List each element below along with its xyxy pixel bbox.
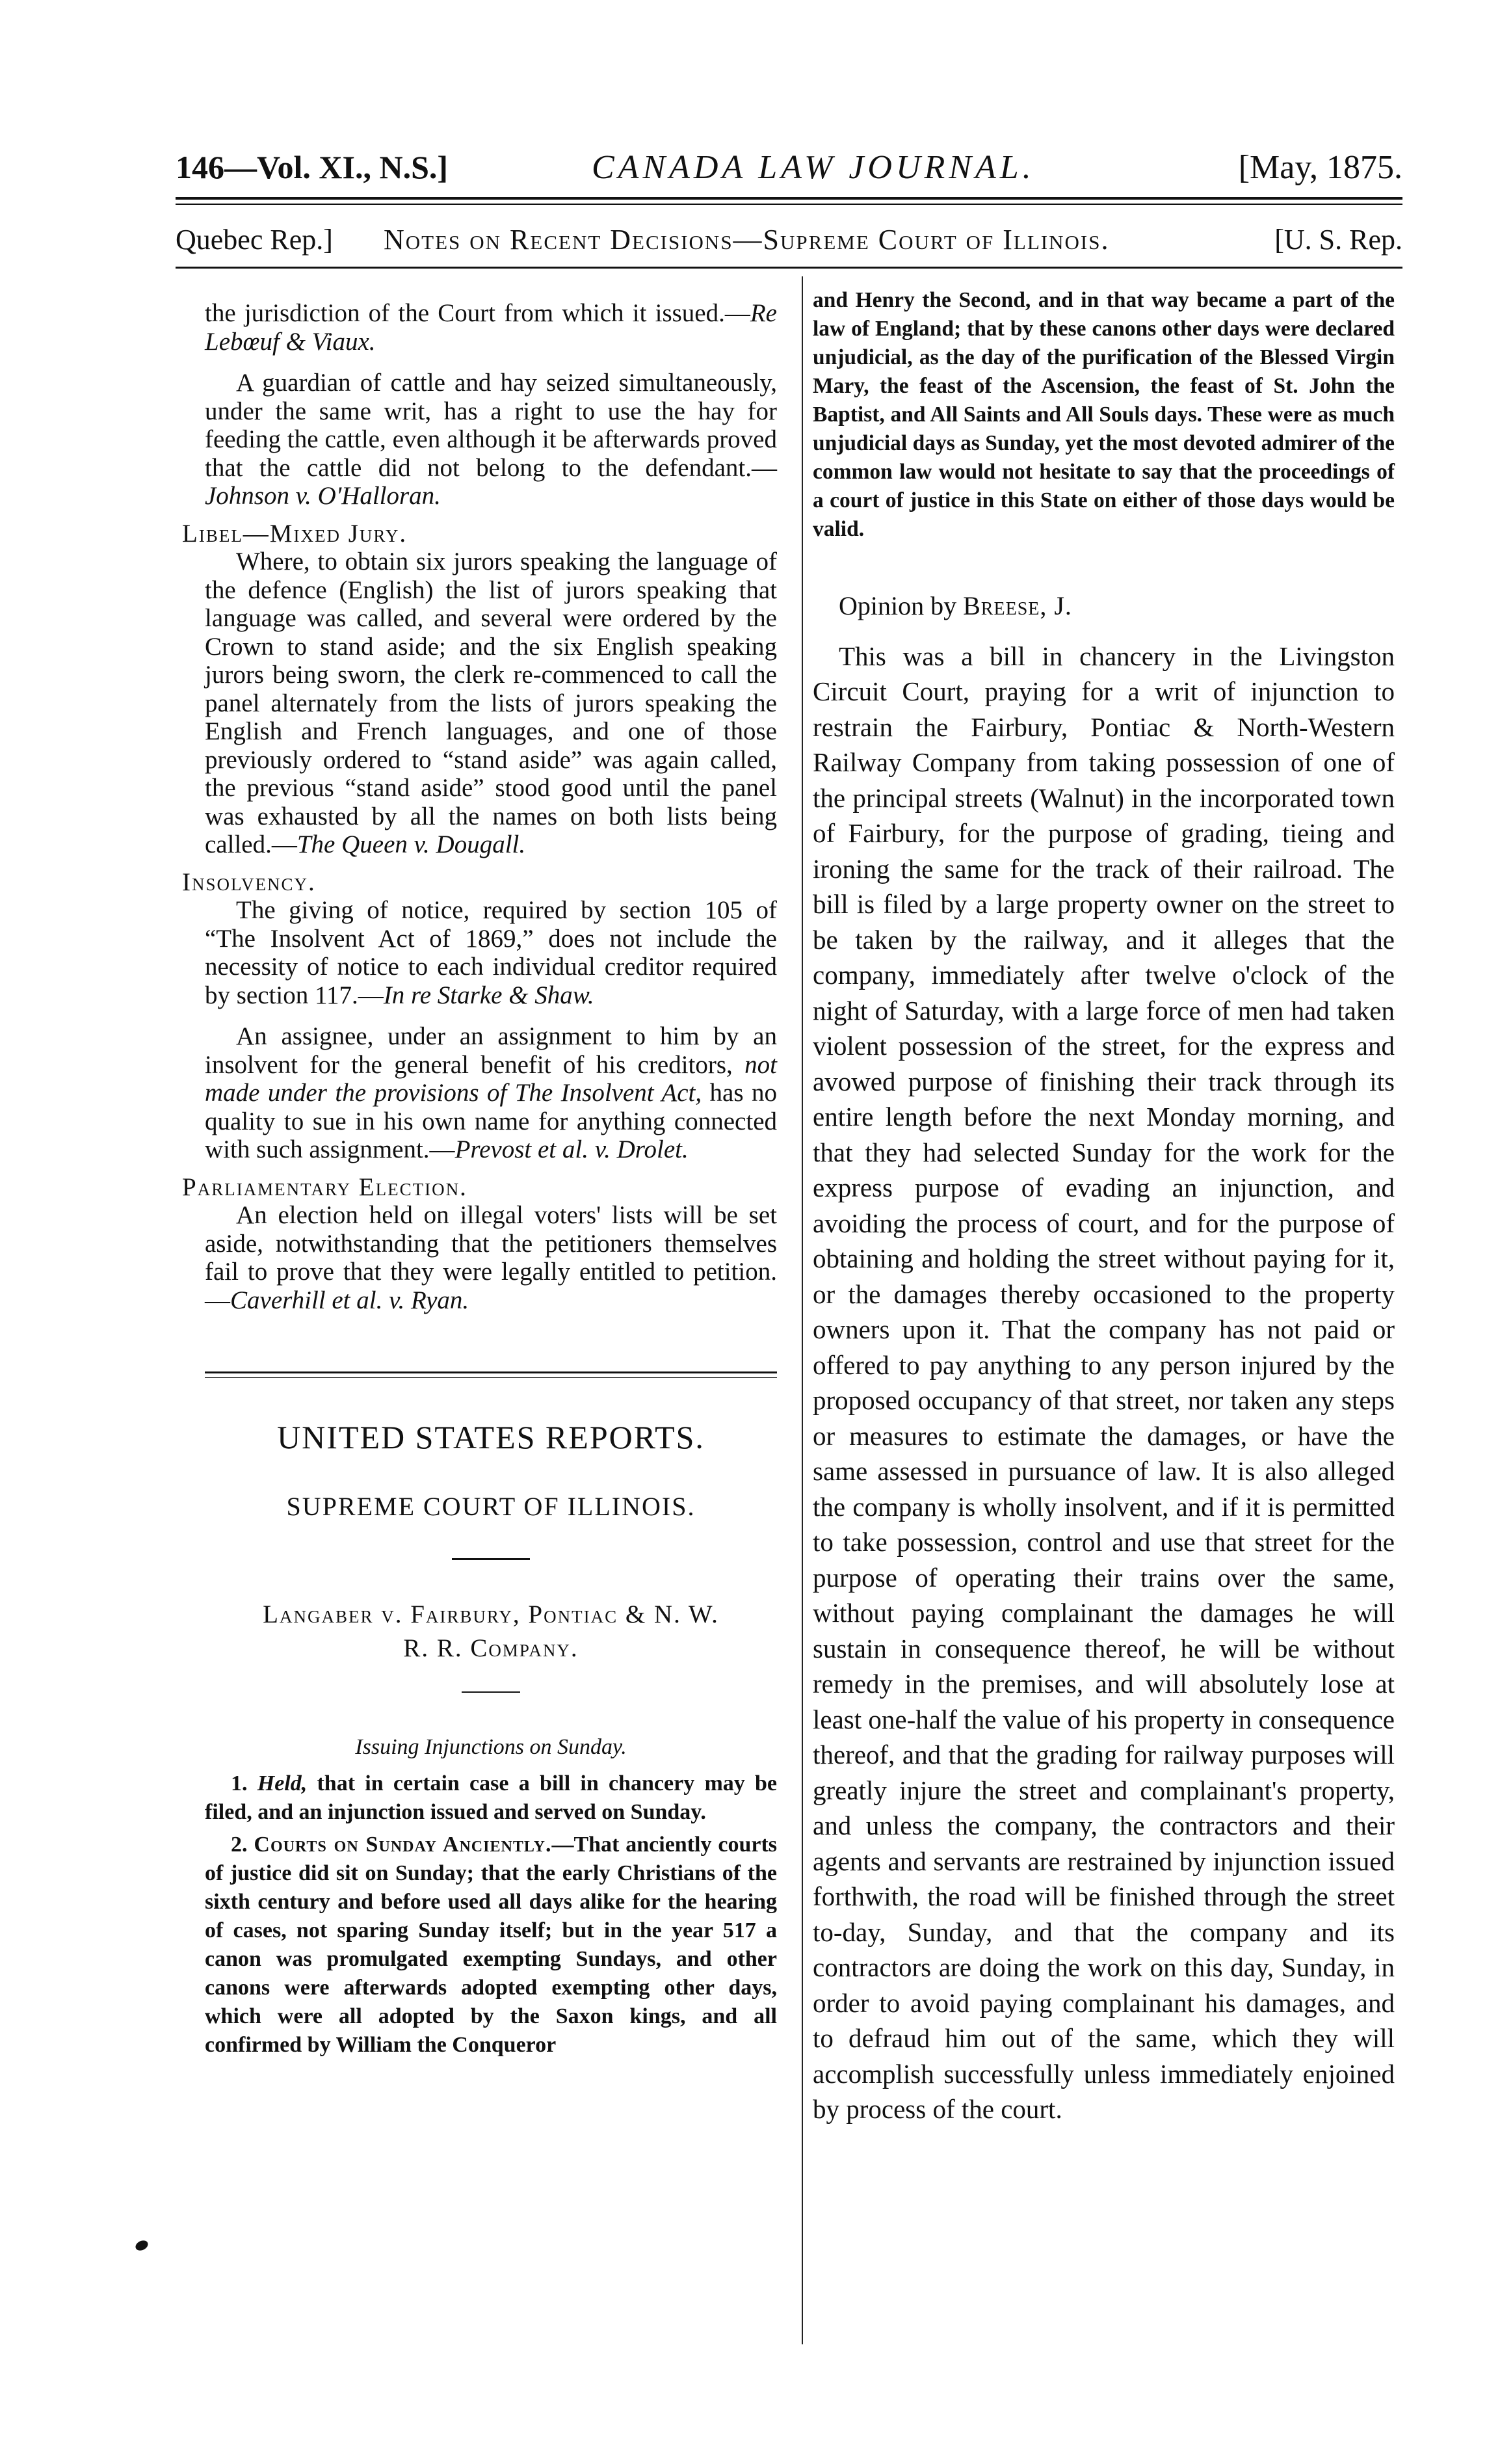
column-divider (802, 276, 803, 2344)
paragraph-text: An election held on illegal voters' lists will be set aside, notwithstanding that the petitioners themselves fail to prove that they were legally entitled to petition.— (205, 1201, 777, 1314)
case-citation: In re Starke & Shaw. (383, 981, 594, 1009)
paragraph-guardian (205, 369, 777, 510)
header-volume: 146—Vol. XI., N.S.] (176, 149, 449, 185)
opinion-line (813, 592, 1395, 620)
syllabus-point-1 (205, 1769, 777, 1827)
subheader-center: Notes on Recent Decisions—Supreme Court of Illinois. (384, 224, 1110, 256)
case-citation: Caverhill et al. v. Ryan. (230, 1286, 469, 1314)
subheader-rule (176, 267, 1402, 269)
syllabus-heading: Issuing Injunctions on Sunday. (355, 1735, 627, 1759)
opinion-body (813, 639, 1395, 2127)
left-column (182, 299, 778, 2060)
case-citation: Prevost et al. v. Drolet. (454, 1135, 689, 1163)
short-rule-small (462, 1691, 520, 1693)
heading-libel: Libel—Mixed Jury. (182, 519, 408, 548)
running-header (176, 148, 1402, 194)
point-text: —That anciently courts of justice did sit on Sunday; that the early Christians of the sixth century and before used all days alike for the hearing of cases, not sparing Sunday itself; but in the year 517 a canon was promulgated exempting Sundays, and other canons were afterwards adopted exempting other days, which were all adopted by the Saxon kings, and all confirmed by William the Conqueror (205, 1832, 777, 2057)
header-date: [May, 1875. (1238, 149, 1402, 186)
section-header (176, 223, 1402, 262)
paragraph-election (205, 1201, 777, 1314)
section-title: UNITED STATES REPORTS. (277, 1419, 705, 1455)
margin-ink-mark (134, 2238, 150, 2252)
point-heading: Courts on Sunday Anciently. (254, 1832, 552, 1857)
paragraph-text: A guardian of cattle and hay seized simultaneously, under the same writ, has a right to use the hay for feeding the cattle, even although it be afterwards proved that the cattle did not belong to the defendant.— (205, 369, 777, 482)
paragraph-text: the jurisdiction of the Court from which it issued.— (205, 299, 750, 327)
paragraph-jurisdiction (205, 299, 777, 356)
opinion-paragraph: This was a bill in chancery in the Livingston Circuit Court, praying for a writ of injunction to restrain the Fairbury, Pontiac & North-Western Railway Company from taking possession of one of the principal streets (Walnut) in the incorporated town of Fairbury, for the purpose of grading, tieing and ironing the same for the track of their railroad. The bill is filed by a large property owner on the street to be taken by the railway, and it alleges that the company, immediately after twelve o'clock of the night of Saturday, with a large force of men had taken violent possession of the street, for the express and avowed purpose of finishing their track through its entire length before the next Monday morning, and that they had selected Sunday for the work for the express purpose of evading an injunction, and avoiding the process of court, and for the purpose of obtaining and holding the street without paying for it, or the damages thereby occasioned to the property owners upon it. That the company has not paid or offered to pay anything to any person injured by the proposed occupancy of that street, nor taken any steps or measures to estimate the damages, or have the same assessed in pursuance of law. It is also alleged the company is wholly insolvent, and if it is permitted to take possession, control and use that street for the purpose of operating their trains over the same, without paying complainant the damages he will sustain in consequence thereof, he will be without remedy in the premises, and will absolutely lose at least one-half the value of his property in consequence thereof, and that the grading for railway purposes will greatly injure the street and complainant's property, and unless the company, the contractors and their agents and servants are restrained by injunction issued forthwith, the road will be finished through the street to-day, Sunday, and that the company and its contractors are doing the work on this day, Sunday, in order to avoid paying complainant his damages, and to defraud him out of the same, which they will accomplish successfully unless immediately enjoined by process of the court. (813, 641, 1395, 2124)
opinion-prefix: Opinion by (839, 591, 964, 620)
paragraph-notice (205, 896, 777, 1009)
header-rule-thick (176, 197, 1402, 200)
court-title: SUPREME COURT OF ILLINOIS. (286, 1491, 696, 1521)
case-citation: Re Lebœuf & Viaux. (205, 299, 777, 356)
case-title-line2: R. R. Company. (403, 1634, 579, 1662)
short-rule (452, 1558, 530, 1560)
right-column (813, 286, 1395, 2127)
paragraph-text: Where, to obtain six jurors speaking the language of the defence (English) the list of jurors speaking that language was called, and several were ordered by the Crown to stand aside; and the six English speaking jurors being sworn, the clerk re-commenced to call the panel alternately from the lists of jurors speaking the English and French languages, and one of those previously ordered to “stand aside” was again called, the previous “stand aside” stood good until the panel was exhausted by all the names on both lists being called.— (205, 548, 777, 858)
paragraph-assignee (205, 1022, 777, 1164)
case-title-line1: Langaber v. Fairbury, Pontiac & N. W. (263, 1600, 719, 1628)
heading-election: Parliamentary Election. (182, 1172, 467, 1201)
heading-insolvency: Insolvency. (182, 868, 316, 896)
case-citation: The Queen v. Dougall. (296, 830, 526, 858)
header-rule-thin (176, 204, 1402, 205)
paragraph-text: The giving of notice, required by section 105 of “The Insolvent Act of 1869,” does not include the necessity of notice to each individual creditor required by section 117.— (205, 896, 777, 1009)
paragraph-text: An assignee, under an assignment to him by an insolvent for the general benefit of his creditors, (205, 1022, 777, 1079)
point-text: that in certain case a bill in chancery may be filed, and an injunction issued and served on Sunday. (205, 1771, 778, 1824)
held-label: Held, (257, 1771, 308, 1795)
syllabus-continuation: and Henry the Second, and in that way became a part of the law of England; that by these canons other days were declared unjudicial, as the day of the purification of the Blessed Virgin Mary, the feast of the Ascension, the feast of St. John the Baptist, and All Saints and All Souls days. These were as much unjudicial days as Sunday, yet the most devoted admirer of the common law would not hesitate to say that the proceedings of a court of justice in this State on either of those days would be valid. (813, 288, 1395, 541)
paragraph-jury (205, 548, 777, 859)
case-title (205, 1598, 777, 1665)
section-double-rule (205, 1371, 777, 1378)
italic-phrase: not made under the provisions of The Insolvent Act, (205, 1050, 777, 1107)
judge-name: Breese, J. (963, 591, 1072, 620)
header-journal-title: CANADA LAW JOURNAL. (592, 149, 1035, 186)
subheader-left: Quebec Rep.] (176, 224, 333, 256)
subheader-right: [U. S. Rep. (1274, 224, 1402, 256)
case-citation: Johnson v. O'Halloran. (205, 482, 441, 510)
paragraph-text: has no quality to sue in his own name for anything connected with such assignment.— (205, 1079, 777, 1163)
syllabus-point-2 (205, 1831, 777, 2060)
point-number: 2. (231, 1832, 254, 1857)
syllabus (205, 1769, 777, 2060)
point-number: 1. (231, 1771, 257, 1795)
